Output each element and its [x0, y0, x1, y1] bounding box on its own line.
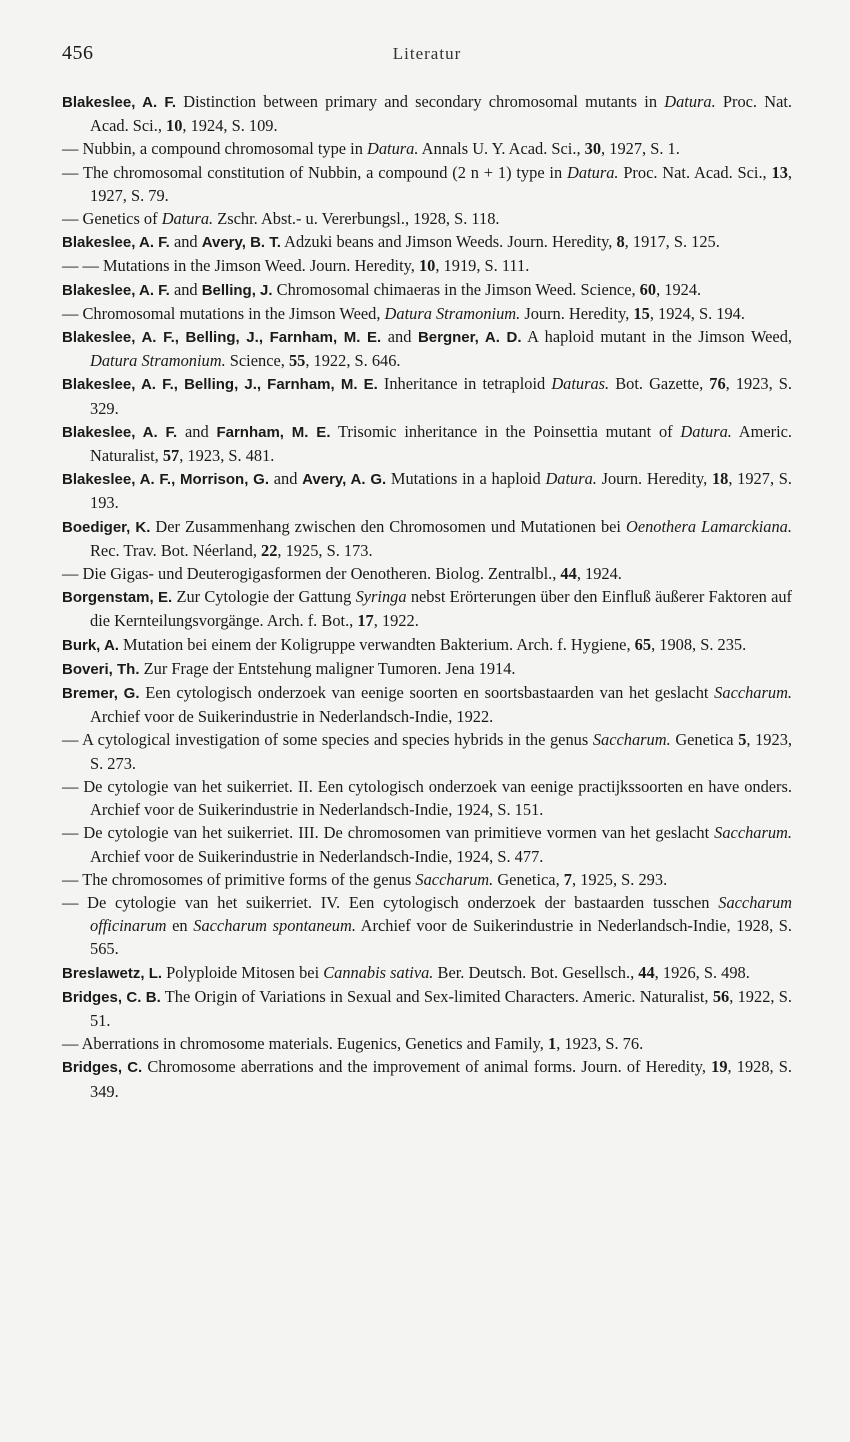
volume-number: 17: [357, 611, 374, 631]
volume-number: 44: [638, 962, 655, 982]
author-name: Blakeslee, A. F., Belling, J., Farnham, M. E.: [62, 376, 378, 394]
reference-entry: [62, 633, 792, 657]
reference-list: [62, 90, 792, 1103]
citation-text: Americ. Naturalist,: [90, 421, 792, 466]
italic-title: Cannabis sativa.: [323, 962, 434, 982]
author-name: Blakeslee, A. F.: [62, 281, 170, 299]
italic-title: Syringa: [355, 587, 407, 607]
citation-text: Polyploide Mitosen bei: [162, 962, 324, 982]
volume-number: 15: [633, 303, 650, 323]
citation-text: and: [269, 469, 303, 489]
citation-text: , 1924, S. 194.: [649, 303, 745, 323]
citation-text: Journ. Heredity,: [520, 303, 634, 323]
author-name: Bremer, G.: [62, 685, 140, 703]
citation-text: Zschr. Abst.- u. Vererbungsl., 1928, S. 118.: [213, 209, 500, 229]
citation-text: Science,: [225, 351, 289, 371]
author-name: Farnham, M. E.: [216, 423, 331, 441]
citation-text: Rec. Trav. Bot. Néerland,: [90, 540, 262, 560]
citation-text: Genetica,: [493, 869, 564, 889]
reference-entry: [62, 585, 792, 632]
italic-title: Oenothera Lamarckiana.: [625, 516, 792, 536]
volume-number: 57: [162, 446, 180, 466]
reference-entry: [62, 161, 792, 207]
volume-number: 30: [584, 139, 602, 159]
citation-text: — De cytologie van het suikerriet. IV. Een cytologisch onderzoek der bastaarden tusschen: [62, 892, 719, 912]
volume-number: 7: [563, 869, 572, 889]
citation-text: , 1924.: [656, 279, 702, 299]
citation-text: , 1923, S. 481.: [179, 446, 275, 466]
citation-text: en: [166, 916, 194, 936]
reference-entry: [62, 230, 792, 254]
citation-text: , 1922.: [373, 611, 419, 631]
citation-text: , 1917, S. 125.: [624, 232, 720, 252]
italic-title: Saccharum.: [415, 869, 494, 889]
reference-entry: [62, 90, 792, 137]
italic-title: Datura Stramonium.: [90, 351, 226, 371]
citation-text: Proc. Nat. Acad. Sci.,: [618, 162, 772, 182]
citation-text: — Chromosomal mutations in the Jimson Weed,: [62, 303, 385, 323]
citation-text: — Nubbin, a compound chromosomal type in: [62, 139, 368, 159]
citation-text: , 1922, S. 646.: [305, 351, 401, 371]
citation-text: , 1923, S. 329.: [90, 374, 792, 418]
volume-number: 22: [261, 540, 278, 560]
author-name: Belling, J.: [201, 281, 273, 299]
citation-text: The Origin of Variations in Sexual and Sex-limited Characters. Americ. Naturalist,: [160, 986, 713, 1006]
citation-text: Archief voor de Suikerindustrie in Nederlandsch-Indie, 1922.: [90, 707, 494, 727]
volume-number: 56: [712, 986, 730, 1006]
citation-text: Trisomic inheritance in the Poinsettia mutant of: [330, 421, 681, 441]
citation-text: , 1908, S. 235.: [651, 634, 747, 654]
citation-text: — Genetics of: [62, 209, 162, 229]
citation-text: and: [177, 421, 217, 441]
page-number: 456: [62, 42, 94, 64]
citation-text: Archief voor de Suikerindustrie in Nederlandsch-Indie, 1928, S. 565.: [90, 916, 793, 959]
reference-entry: [62, 207, 792, 230]
reference-entry: [62, 961, 792, 985]
citation-text: — A cytological investigation of some species and species hybrids in the genus: [62, 730, 593, 750]
citation-text: — Die Gigas- und Deuterogigasformen der Oenotheren. Biolog. Zentralbl.,: [62, 564, 561, 584]
volume-number: 1: [548, 1034, 557, 1054]
citation-text: , 1927, S. 79.: [90, 162, 792, 205]
citation-text: , 1928, S. 349.: [90, 1057, 792, 1101]
italic-title: Datura.: [680, 421, 732, 441]
author-name: Borgenstam, E.: [62, 589, 173, 607]
volume-number: 55: [288, 351, 306, 371]
reference-entry: [62, 467, 792, 514]
reference-entry: [62, 137, 792, 160]
citation-text: — The chromosomes of primitive forms of the genus: [62, 869, 416, 889]
reference-entry: [62, 728, 792, 774]
citation-text: Adzuki beans and Jimson Weeds. Journ. Heredity,: [280, 232, 617, 252]
citation-text: Chromosomal chimaeras in the Jimson Weed. Science,: [272, 279, 640, 299]
italic-title: Datura.: [161, 209, 214, 229]
italic-title: Daturas.: [551, 374, 610, 394]
citation-text: Der Zusammenhang zwischen den Chromosomen und Mutationen bei: [150, 516, 626, 536]
author-name: Blakeslee, A. F.: [62, 423, 178, 441]
citation-text: and: [169, 279, 202, 299]
citation-text: , 1926, S. 498.: [654, 962, 750, 982]
citation-text: , 1927, S. 193.: [90, 469, 792, 513]
citation-text: Proc. Nat. Acad. Sci.,: [90, 92, 793, 136]
page-header: [62, 42, 792, 70]
author-name: Blakeslee, A. F., Morrison, G.: [62, 471, 269, 489]
citation-text: — De cytologie van het suikerriet. III. De chromosomen van primitieve vormen van het geslacht: [62, 823, 715, 843]
reference-entry: [62, 325, 792, 372]
citation-text: Archief voor de Suikerindustrie in Nederlandsch-Indie, 1924, S. 477.: [90, 846, 544, 866]
citation-text: , 1923, S. 76.: [556, 1034, 644, 1054]
author-name: Bergner, A. D.: [417, 329, 522, 347]
author-name: Bridges, C.: [62, 1059, 143, 1077]
volume-number: 5: [738, 730, 747, 750]
author-name: Bridges, C. B.: [62, 988, 161, 1006]
citation-text: — De cytologie van het suikerriet. II. Een cytologisch onderzoek van eenige practijkssoorten en have onders. Archief voor de Suikerindustrie in Nederlandsch-Indie, 1924, S. 151.: [62, 776, 792, 820]
volume-number: 60: [639, 279, 657, 299]
volume-number: 44: [560, 564, 577, 584]
citation-text: Een cytologisch onderzoek van eenige soorten en soortsbastaarden van het geslacht: [139, 683, 715, 703]
citation-text: and: [169, 232, 202, 252]
volume-number: 13: [771, 162, 788, 182]
citation-text: Mutation bei einem der Koligruppe verwandten Bakterium. Arch. f. Hygiene,: [118, 634, 635, 654]
reference-entry: [62, 985, 792, 1032]
citation-text: nebst Erörterungen über den Einfluß äußerer Faktoren auf die Kernteilungsvorgänge. Arch. f. Bot.,: [90, 587, 792, 631]
citation-text: , 1924, S. 109.: [182, 116, 278, 136]
citation-text: , 1925, S. 293.: [572, 869, 668, 889]
volume-number: 19: [711, 1057, 728, 1077]
citation-text: Zur Frage der Entstehung maligner Tumoren. Jena 1914.: [139, 658, 516, 678]
author-name: Boediger, K.: [62, 518, 151, 536]
italic-title: Datura Stramonium.: [384, 303, 521, 323]
citation-text: — Aberrations in chromosome materials. Eugenics, Genetics and Family,: [62, 1034, 548, 1054]
citation-text: Zur Cytologie der Gattung: [172, 587, 356, 607]
reference-entry: [62, 515, 792, 562]
italic-title: Datura.: [664, 92, 716, 111]
citation-text: Chromosome aberrations and the improvement of animal forms. Journ. of Heredity,: [142, 1057, 712, 1077]
author-name: Avery, A. G.: [302, 471, 387, 489]
author-name: Avery, B. T.: [201, 234, 281, 252]
author-name: Blakeslee, A. F., Belling, J., Farnham, M. E.: [62, 329, 382, 347]
italic-title: Datura.: [567, 162, 619, 182]
citation-text: , 1922, S. 51.: [90, 986, 792, 1030]
citation-text: , 1924.: [576, 564, 622, 584]
citation-text: Inheritance in tetraploid: [377, 374, 552, 394]
reference-entry: [62, 1055, 792, 1102]
reference-entry: [62, 657, 792, 681]
italic-title: Datura.: [545, 469, 597, 489]
volume-number: 8: [616, 232, 625, 252]
reference-entry: [62, 681, 792, 728]
citation-text: — — Mutations in the Jimson Weed. Journ. Heredity,: [62, 256, 419, 276]
citation-text: , 1923, S. 273.: [90, 730, 792, 773]
italic-title: Saccharum officinarum: [90, 892, 792, 936]
volume-number: 18: [711, 469, 729, 489]
reference-entry: [62, 302, 792, 325]
author-name: Breslawetz, L.: [62, 964, 163, 982]
italic-title: Saccharum.: [592, 730, 671, 750]
citation-text: Distinction between primary and secondary chromosomal mutants in: [176, 92, 665, 111]
citation-text: and: [381, 327, 418, 347]
author-name: Blakeslee, A. F.: [62, 94, 177, 111]
italic-title: Saccharum.: [714, 823, 792, 843]
author-name: Boveri, Th.: [62, 660, 140, 678]
reference-entry: [62, 562, 792, 585]
reference-entry: [62, 868, 792, 891]
italic-title: Saccharum spontaneum.: [193, 916, 356, 936]
citation-text: Ber. Deutsch. Bot. Gesellsch.,: [433, 962, 639, 982]
citation-text: Annals U. Y. Acad. Sci.,: [418, 139, 585, 159]
citation-text: Genetica: [670, 730, 739, 750]
reference-entry: [62, 278, 792, 302]
author-name: Burk, A.: [62, 636, 119, 654]
reference-entry: [62, 891, 792, 961]
reference-entry: [62, 1032, 792, 1055]
citation-text: Bot. Gazette,: [609, 374, 710, 394]
citation-text: — The chromosomal constitution of Nubbin, a compound (2 n + 1) type in: [62, 162, 568, 182]
reference-entry: [62, 775, 792, 821]
reference-entry: [62, 372, 792, 419]
volume-number: 65: [634, 634, 652, 654]
italic-title: Datura.: [367, 139, 419, 159]
running-title: Literatur: [392, 44, 462, 63]
reference-entry: [62, 254, 792, 277]
citation-text: , 1919, S. 111.: [435, 256, 530, 276]
citation-text: Mutations in a haploid: [386, 469, 546, 489]
citation-text: , 1925, S. 173.: [277, 540, 373, 560]
reference-entry: [62, 420, 792, 467]
italic-title: Saccharum.: [714, 683, 793, 703]
volume-number: 76: [709, 374, 726, 394]
volume-number: 10: [166, 116, 183, 136]
citation-text: , 1927, S. 1.: [601, 139, 680, 159]
volume-number: 10: [418, 256, 436, 276]
reference-entry: [62, 821, 792, 867]
citation-text: Journ. Heredity,: [596, 469, 712, 489]
author-name: Blakeslee, A. F.: [62, 234, 170, 252]
citation-text: A haploid mutant in the Jimson Weed,: [521, 327, 792, 347]
